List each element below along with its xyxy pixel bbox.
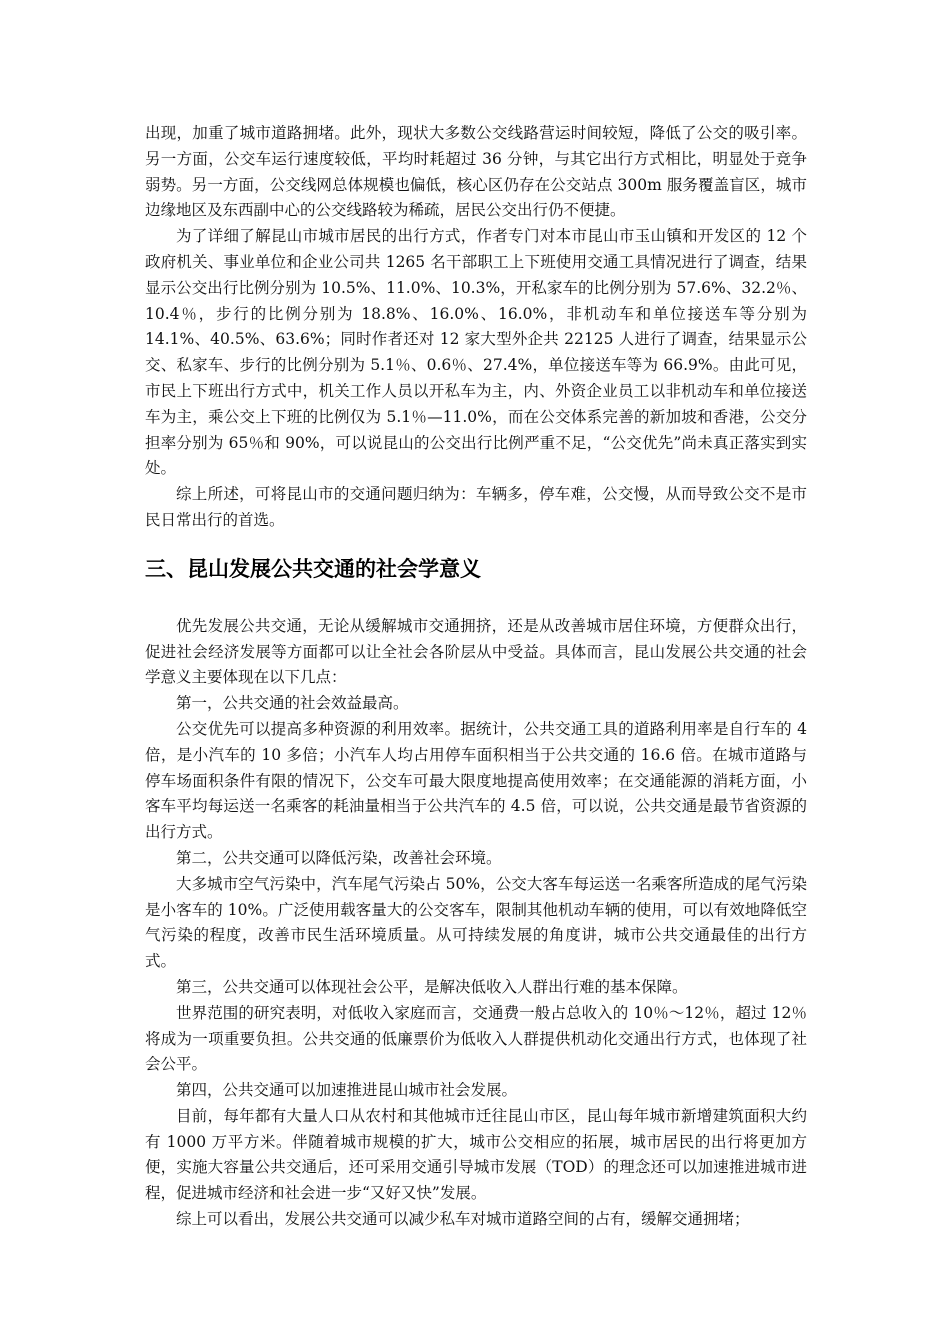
paragraph: 第二，公共交通可以降低污染，改善社会环境。 bbox=[176, 848, 502, 867]
paragraph: 目前，每年都有大量人口从农村和其他城市迁往昆山市区，昆山每年城市新增建筑面积大约有 1000 万平方米。伴随着城市规模的扩大，城市公交相应的拓展，城市居民的出行将更加方便，实施大容量公共交通后，还可采用交通引导城市发展（TOD）的理念还可以加速推进城市进程，促进城市经济和社会进一步“又好又快”发展。 bbox=[145, 1106, 807, 1203]
section-heading: 三、昆山发展公共交通的社会学意义 bbox=[145, 556, 481, 581]
paragraph: 出现，加重了城市道路拥堵。此外，现状大多数公交线路营运时间较短，降低了公交的吸引率。另一方面，公交车运行速度较低，平均时耗超过 36 分钟，与其它出行方式相比，明显处于竞争弱势。另一方面，公交线网总体规模也偏低，核心区仍存在公交站点 300m 服务覆盖盲区，城市边缘地区及东西副中心的公交线路较为稀疏，居民公交出行仍不便捷。 bbox=[145, 124, 807, 220]
paragraph: 大多城市空气污染中，汽车尾气污染占 50%，公交大客车每运送一名乘客所造成的尾气污染是小客车的 10%。广泛使用载客量大的公交客车，限制其他机动车辆的使用，可以有效地降低空气污染的程度，改善市民生活环境质量。从可持续发展的角度讲，城市公共交通最佳的出行方式。 bbox=[145, 874, 807, 971]
paragraph: 综上可以看出，发展公共交通可以减少私车对城市道路空间的占有，缓解交通拥堵； bbox=[176, 1210, 750, 1229]
paragraph: 公交优先可以提高多种资源的利用效率。据统计，公共交通工具的道路利用率是自行车的 4 倍，是小汽车的 10 多倍；小汽车人均占用停车面积相当于公共交通的 16.6 倍。在城市道路与停车场面积条件有限的情况下，公交车可最大限度地提高使用效率；在交通能源的消耗方面，小客车平均每运送一名乘客的耗油量相当于公共汽车的 4.5 倍，可以说，公共交通是最节省资源的出行方式。 bbox=[145, 719, 807, 842]
paragraph: 优先发展公共交通，无论从缓解城市交通拥挤，还是从改善城市居住环境，方便群众出行，促进社会经济发展等方面都可以让全社会各阶层从中受益。具体而言，昆山发展公共交通的社会学意义主要体现在以下几点： bbox=[145, 616, 807, 687]
paragraph: 第四，公共交通可以加速推进昆山城市社会发展。 bbox=[176, 1081, 518, 1100]
document-body bbox=[145, 121, 807, 1233]
paragraph: 第三，公共交通可以体现社会公平，是解决低收入人群出行难的基本保障。 bbox=[176, 977, 688, 996]
paragraph: 综上所述，可将昆山市的交通问题归纳为：车辆多，停车难，公交慢，从而导致公交不是市民日常出行的首选。 bbox=[145, 485, 807, 529]
paragraph: 为了详细了解昆山市城市居民的出行方式，作者专门对本市昆山市玉山镇和开发区的 12 个政府机关、事业单位和企业公司共 1265 名干部职工上下班使用交通工具情况进行了调查，结果显示公交出行比例分别为 10.5%、11.0%、10.3%，开私家车的比例分别为 57.6%、32.2％、10.4％，步行的比例分别为 18.8%、16.0%、16.0%，非机动车和单位接送车等分别为 14.1%、40.5%、63.6%；同时作者还对 12 家大型外企共 22125 人进行了调查，结果显示公交、私家车、步行的比例分别为 5.1％、0.6％、27.4%，单位接送车等为 66.9%。由此可见，市民上下班出行方式中，机关工作人员以开私车为主，内、外资企业员工以非机动车和单位接送车为主，乘公交上下班的比例仅为 5.1％—11.0%，而在公交体系完善的新加坡和香港，公交分担率分别为 65％和 90%，可以说昆山的公交出行比例严重不足，“公交优先”尚未真正落实到实处。 bbox=[145, 227, 807, 478]
paragraph: 第一，公共交通的社会效益最高。 bbox=[176, 694, 409, 713]
paragraph: 世界范围的研究表明，对低收入家庭而言，交通费一般占总收入的 10％～12％，超过 12％将成为一项重要负担。公共交通的低廉票价为低收入人群提供机动化交通出行方式，也体现了社会公平。 bbox=[145, 1003, 807, 1074]
